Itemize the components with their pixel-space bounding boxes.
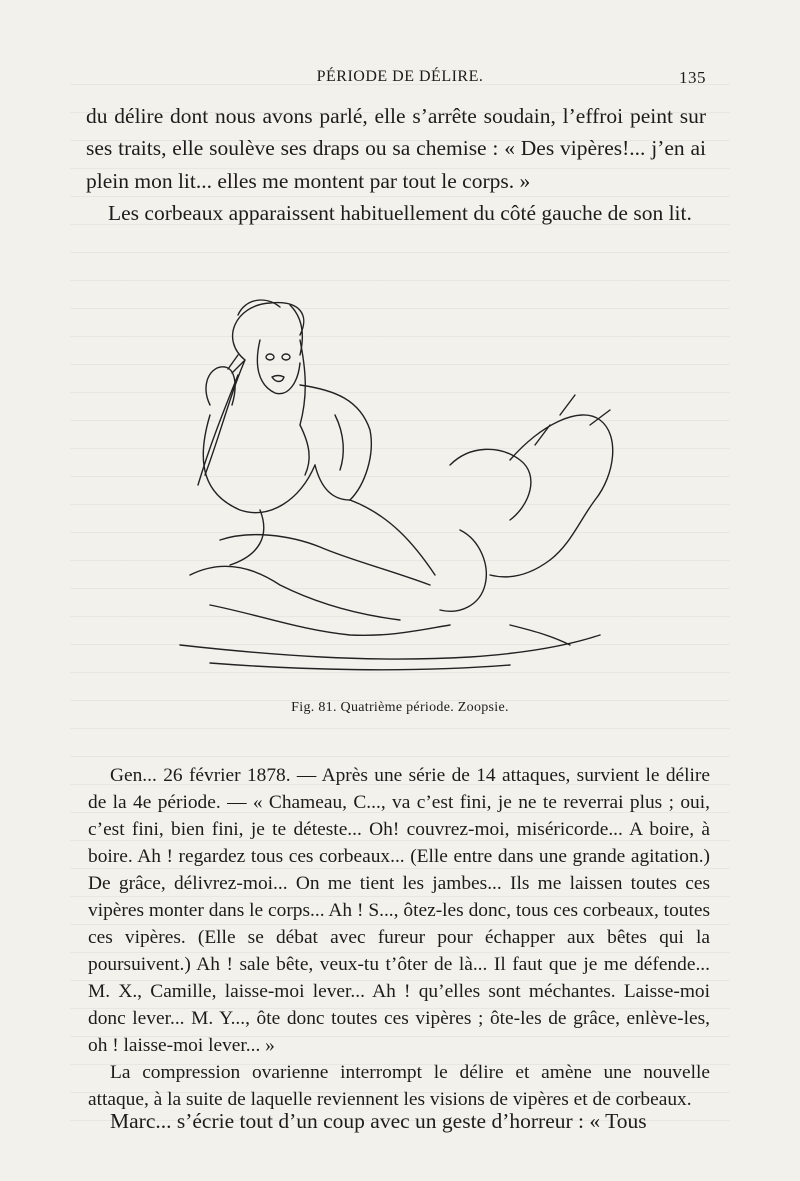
text-block-last	[88, 1105, 710, 1137]
page-header	[0, 66, 800, 90]
paragraph: Marc... s’écrie tout d’un coup avec un geste d’horreur : « Tous	[110, 1109, 647, 1133]
paragraph: Les corbeaux apparaissent habituellement du côté gauche de son lit.	[108, 201, 692, 226]
illustration-woman-zoopsie	[150, 285, 650, 680]
paragraph: Gen... 26 février 1878. — Après une série de 14 attaques, survient le délire de la 4e période. — « Chameau, C..., va c’est fini, je ne te reverrai plus ; oui, c’est fini, bien fini, je te déteste... Oh! couvrez-moi, miséricorde... A boire, à boire. Ah ! regardez tous ces corbeaux... (Elle entre dans une grande agitation.) De grâce, délivrez-moi... On me tient les jambes... Ils me laissen toutes ces vipères monter dans le corps... Ah ! S..., ôtez-les donc, tous ces corbeaux, toutes ces vipères. (Elle se débat avec fureur pour échapper aux bêtes qui la poursuivent.) Ah ! sale bête, veux-tu t’ôter de là... Il faut que je me défende... M. X., Camille, laisse-moi lever... Ah ! qu’elles sont méchantes. Laisse-moi donc lever... M. Y..., ôte donc toutes ces vipères ; ôte-les de grâce, enlève-les, oh ! laisse-moi lever... »	[88, 765, 710, 1056]
running-head: PÉRIODE DE DÉLIRE.	[316, 68, 484, 85]
text-block-bottom	[88, 762, 710, 1113]
page-number: 135	[679, 68, 706, 87]
paragraph: du délire dont nous avons parlé, elle s’arrête soudain, l’effroi peint sur ses traits, elle soulève ses draps ou sa chemise : « Des vipères!... j’en ai plein mon lit... elles me montent par tout le corps. »	[86, 104, 706, 193]
paragraph: La compression ovarienne interrompt le délire et amène une nouvelle attaque, à la suite de laquelle reviennent les visions de vipères et de corbeaux.	[88, 1062, 710, 1110]
text-block-top	[86, 100, 706, 230]
figure-caption: Fig. 81. Quatrième période. Zoopsie.	[291, 700, 509, 715]
